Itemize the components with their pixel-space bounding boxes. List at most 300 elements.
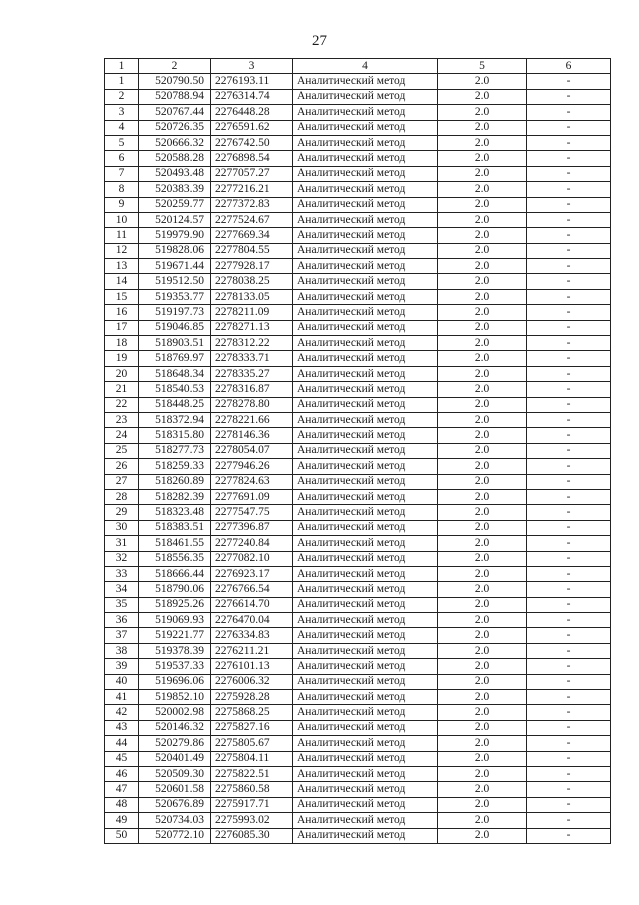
table-row: [105, 766, 611, 781]
x-coordinate-cell: 518260.89: [139, 474, 211, 489]
note-cell: -: [527, 305, 611, 320]
accuracy-cell: 2.0: [438, 828, 527, 843]
y-coordinate-cell: 2277804.55: [211, 243, 293, 258]
point-number-cell: 14: [105, 274, 139, 289]
table-row: [105, 289, 611, 304]
y-coordinate-cell: 2276591.62: [211, 120, 293, 135]
accuracy-cell: 2.0: [438, 120, 527, 135]
note-cell: -: [527, 566, 611, 581]
x-coordinate-cell: 519696.06: [139, 674, 211, 689]
x-coordinate-cell: 519671.44: [139, 259, 211, 274]
x-coordinate-cell: 518790.06: [139, 582, 211, 597]
y-coordinate-cell: 2278054.07: [211, 443, 293, 458]
y-coordinate-cell: 2276614.70: [211, 597, 293, 612]
y-coordinate-cell: 2278038.25: [211, 274, 293, 289]
x-coordinate-cell: 520279.86: [139, 736, 211, 751]
table-row: [105, 428, 611, 443]
y-coordinate-cell: 2276101.13: [211, 659, 293, 674]
accuracy-cell: 2.0: [438, 212, 527, 227]
accuracy-cell: 2.0: [438, 536, 527, 551]
table-row: [105, 120, 611, 135]
method-cell: Аналитический метод: [293, 320, 438, 335]
table-row: [105, 659, 611, 674]
point-number-cell: 37: [105, 628, 139, 643]
accuracy-cell: 2.0: [438, 520, 527, 535]
accuracy-cell: 2.0: [438, 474, 527, 489]
x-coordinate-cell: 519046.85: [139, 320, 211, 335]
x-coordinate-cell: 518277.73: [139, 443, 211, 458]
note-cell: -: [527, 813, 611, 828]
point-number-cell: 8: [105, 182, 139, 197]
method-cell: Аналитический метод: [293, 212, 438, 227]
note-cell: -: [527, 397, 611, 412]
x-coordinate-cell: 519537.33: [139, 659, 211, 674]
table-row: [105, 536, 611, 551]
note-cell: -: [527, 151, 611, 166]
note-cell: -: [527, 366, 611, 381]
accuracy-cell: 2.0: [438, 151, 527, 166]
note-cell: -: [527, 582, 611, 597]
x-coordinate-cell: 518903.51: [139, 336, 211, 351]
x-coordinate-cell: 520772.10: [139, 828, 211, 843]
y-coordinate-cell: 2277216.21: [211, 182, 293, 197]
point-number-cell: 50: [105, 828, 139, 843]
point-number-cell: 45: [105, 751, 139, 766]
point-number-cell: 7: [105, 166, 139, 181]
accuracy-cell: 2.0: [438, 489, 527, 504]
x-coordinate-cell: 518666.44: [139, 566, 211, 581]
accuracy-cell: 2.0: [438, 305, 527, 320]
accuracy-cell: 2.0: [438, 259, 527, 274]
table-row: [105, 320, 611, 335]
accuracy-cell: 2.0: [438, 274, 527, 289]
point-number-cell: 22: [105, 397, 139, 412]
x-coordinate-cell: 519852.10: [139, 690, 211, 705]
point-number-cell: 29: [105, 505, 139, 520]
x-coordinate-cell: 520146.32: [139, 720, 211, 735]
method-cell: Аналитический метод: [293, 274, 438, 289]
accuracy-cell: 2.0: [438, 197, 527, 212]
y-coordinate-cell: 2277547.75: [211, 505, 293, 520]
table-row: [105, 489, 611, 504]
method-cell: Аналитический метод: [293, 813, 438, 828]
x-coordinate-cell: 520401.49: [139, 751, 211, 766]
point-number-cell: 21: [105, 382, 139, 397]
table-row: [105, 89, 611, 104]
table-row: [105, 274, 611, 289]
y-coordinate-cell: 2278316.87: [211, 382, 293, 397]
x-coordinate-cell: 519512.50: [139, 274, 211, 289]
x-coordinate-cell: 520790.50: [139, 74, 211, 89]
note-cell: -: [527, 489, 611, 504]
x-coordinate-cell: 520767.44: [139, 105, 211, 120]
y-coordinate-cell: 2276334.83: [211, 628, 293, 643]
point-number-cell: 15: [105, 289, 139, 304]
note-cell: -: [527, 766, 611, 781]
accuracy-cell: 2.0: [438, 289, 527, 304]
y-coordinate-cell: 2276085.30: [211, 828, 293, 843]
point-number-cell: 20: [105, 366, 139, 381]
point-number-cell: 6: [105, 151, 139, 166]
accuracy-cell: 2.0: [438, 720, 527, 735]
y-coordinate-cell: 2278312.22: [211, 336, 293, 351]
y-coordinate-cell: 2276923.17: [211, 566, 293, 581]
accuracy-cell: 2.0: [438, 105, 527, 120]
table-row: [105, 705, 611, 720]
x-coordinate-cell: 520588.28: [139, 151, 211, 166]
note-cell: -: [527, 597, 611, 612]
note-cell: -: [527, 89, 611, 104]
accuracy-cell: 2.0: [438, 382, 527, 397]
method-cell: Аналитический метод: [293, 197, 438, 212]
note-cell: -: [527, 74, 611, 89]
note-cell: -: [527, 459, 611, 474]
table-row: [105, 505, 611, 520]
table-row: [105, 74, 611, 89]
point-number-cell: 10: [105, 212, 139, 227]
note-cell: -: [527, 443, 611, 458]
method-cell: Аналитический метод: [293, 797, 438, 812]
note-cell: -: [527, 212, 611, 227]
table-header: [105, 59, 611, 74]
y-coordinate-cell: 2275805.67: [211, 736, 293, 751]
table-row: [105, 566, 611, 581]
method-cell: Аналитический метод: [293, 613, 438, 628]
method-cell: Аналитический метод: [293, 489, 438, 504]
accuracy-cell: 2.0: [438, 551, 527, 566]
table-row: [105, 690, 611, 705]
y-coordinate-cell: 2277824.63: [211, 474, 293, 489]
note-cell: -: [527, 828, 611, 843]
note-cell: -: [527, 705, 611, 720]
x-coordinate-cell: 519353.77: [139, 289, 211, 304]
table-row: [105, 674, 611, 689]
y-coordinate-cell: 2277372.83: [211, 197, 293, 212]
accuracy-cell: 2.0: [438, 351, 527, 366]
y-coordinate-cell: 2275928.28: [211, 690, 293, 705]
x-coordinate-cell: 518540.53: [139, 382, 211, 397]
accuracy-cell: 2.0: [438, 597, 527, 612]
note-cell: -: [527, 243, 611, 258]
accuracy-cell: 2.0: [438, 628, 527, 643]
method-cell: Аналитический метод: [293, 720, 438, 735]
y-coordinate-cell: 2278333.71: [211, 351, 293, 366]
x-coordinate-cell: 520734.03: [139, 813, 211, 828]
point-number-cell: 25: [105, 443, 139, 458]
y-coordinate-cell: 2277946.26: [211, 459, 293, 474]
method-cell: Аналитический метод: [293, 305, 438, 320]
accuracy-cell: 2.0: [438, 228, 527, 243]
accuracy-cell: 2.0: [438, 243, 527, 258]
note-cell: -: [527, 505, 611, 520]
table-row: [105, 259, 611, 274]
point-number-cell: 12: [105, 243, 139, 258]
point-number-cell: 3: [105, 105, 139, 120]
y-coordinate-cell: 2278133.05: [211, 289, 293, 304]
accuracy-cell: 2.0: [438, 459, 527, 474]
x-coordinate-cell: 518383.51: [139, 520, 211, 535]
table-row: [105, 166, 611, 181]
table-row: [105, 212, 611, 227]
table-row: [105, 813, 611, 828]
x-coordinate-cell: 520509.30: [139, 766, 211, 781]
point-number-cell: 31: [105, 536, 139, 551]
table-row: [105, 613, 611, 628]
point-number-cell: 35: [105, 597, 139, 612]
note-cell: -: [527, 674, 611, 689]
note-cell: -: [527, 105, 611, 120]
x-coordinate-cell: 520259.77: [139, 197, 211, 212]
note-cell: -: [527, 135, 611, 150]
table-row: [105, 151, 611, 166]
point-number-cell: 16: [105, 305, 139, 320]
point-number-cell: 49: [105, 813, 139, 828]
method-cell: Аналитический метод: [293, 474, 438, 489]
x-coordinate-cell: 519979.90: [139, 228, 211, 243]
x-coordinate-cell: 519828.06: [139, 243, 211, 258]
method-cell: Аналитический метод: [293, 551, 438, 566]
note-cell: -: [527, 736, 611, 751]
y-coordinate-cell: 2278271.13: [211, 320, 293, 335]
y-coordinate-cell: 2276448.28: [211, 105, 293, 120]
method-cell: Аналитический метод: [293, 536, 438, 551]
table-row: [105, 828, 611, 843]
x-coordinate-cell: 518372.94: [139, 412, 211, 427]
coordinates-table: [104, 58, 611, 844]
method-cell: Аналитический метод: [293, 135, 438, 150]
method-cell: Аналитический метод: [293, 582, 438, 597]
note-cell: -: [527, 782, 611, 797]
note-cell: -: [527, 289, 611, 304]
method-cell: Аналитический метод: [293, 828, 438, 843]
point-number-cell: 36: [105, 613, 139, 628]
point-number-cell: 19: [105, 351, 139, 366]
x-coordinate-cell: 519197.73: [139, 305, 211, 320]
accuracy-cell: 2.0: [438, 89, 527, 104]
table-body: [105, 74, 611, 844]
accuracy-cell: 2.0: [438, 397, 527, 412]
note-cell: -: [527, 166, 611, 181]
note-cell: -: [527, 536, 611, 551]
y-coordinate-cell: 2276006.32: [211, 674, 293, 689]
point-number-cell: 24: [105, 428, 139, 443]
method-cell: Аналитический метод: [293, 736, 438, 751]
y-coordinate-cell: 2277928.17: [211, 259, 293, 274]
x-coordinate-cell: 520726.35: [139, 120, 211, 135]
accuracy-cell: 2.0: [438, 659, 527, 674]
accuracy-cell: 2.0: [438, 166, 527, 181]
note-cell: -: [527, 259, 611, 274]
table-row: [105, 582, 611, 597]
point-number-cell: 30: [105, 520, 139, 535]
accuracy-cell: 2.0: [438, 428, 527, 443]
table-row: [105, 105, 611, 120]
page-number: 27: [312, 33, 327, 49]
y-coordinate-cell: 2277669.34: [211, 228, 293, 243]
method-cell: Аналитический метод: [293, 228, 438, 243]
y-coordinate-cell: 2275917.71: [211, 797, 293, 812]
method-cell: Аналитический метод: [293, 289, 438, 304]
method-cell: Аналитический метод: [293, 382, 438, 397]
x-coordinate-cell: 518648.34: [139, 366, 211, 381]
point-number-cell: 38: [105, 643, 139, 658]
method-cell: Аналитический метод: [293, 751, 438, 766]
y-coordinate-cell: 2277396.87: [211, 520, 293, 535]
y-coordinate-cell: 2278335.27: [211, 366, 293, 381]
table-row: [105, 459, 611, 474]
method-cell: Аналитический метод: [293, 259, 438, 274]
note-cell: -: [527, 274, 611, 289]
y-coordinate-cell: 2277240.84: [211, 536, 293, 551]
point-number-cell: 9: [105, 197, 139, 212]
accuracy-cell: 2.0: [438, 135, 527, 150]
note-cell: -: [527, 628, 611, 643]
note-cell: -: [527, 797, 611, 812]
y-coordinate-cell: 2275860.58: [211, 782, 293, 797]
table-row: [105, 643, 611, 658]
column-number: 3: [211, 59, 293, 74]
point-number-cell: 1: [105, 74, 139, 89]
point-number-cell: 32: [105, 551, 139, 566]
table-row: [105, 336, 611, 351]
method-cell: Аналитический метод: [293, 182, 438, 197]
y-coordinate-cell: 2278278.80: [211, 397, 293, 412]
note-cell: -: [527, 197, 611, 212]
table-row: [105, 474, 611, 489]
y-coordinate-cell: 2277691.09: [211, 489, 293, 504]
point-number-cell: 46: [105, 766, 139, 781]
note-cell: -: [527, 382, 611, 397]
x-coordinate-cell: 520493.48: [139, 166, 211, 181]
accuracy-cell: 2.0: [438, 412, 527, 427]
y-coordinate-cell: 2275993.02: [211, 813, 293, 828]
method-cell: Аналитический метод: [293, 428, 438, 443]
point-number-cell: 43: [105, 720, 139, 735]
note-cell: -: [527, 551, 611, 566]
note-cell: -: [527, 690, 611, 705]
column-number-row: [105, 59, 611, 74]
note-cell: -: [527, 428, 611, 443]
point-number-cell: 18: [105, 336, 139, 351]
table-row: [105, 228, 611, 243]
note-cell: -: [527, 643, 611, 658]
y-coordinate-cell: 2276898.54: [211, 151, 293, 166]
point-number-cell: 47: [105, 782, 139, 797]
accuracy-cell: 2.0: [438, 505, 527, 520]
method-cell: Аналитический метод: [293, 366, 438, 381]
table-row: [105, 412, 611, 427]
table-row: [105, 628, 611, 643]
note-cell: -: [527, 720, 611, 735]
x-coordinate-cell: 518556.35: [139, 551, 211, 566]
note-cell: -: [527, 228, 611, 243]
x-coordinate-cell: 520666.32: [139, 135, 211, 150]
point-number-cell: 13: [105, 259, 139, 274]
note-cell: -: [527, 412, 611, 427]
note-cell: -: [527, 520, 611, 535]
x-coordinate-cell: 520676.89: [139, 797, 211, 812]
x-coordinate-cell: 519378.39: [139, 643, 211, 658]
point-number-cell: 42: [105, 705, 139, 720]
table-row: [105, 443, 611, 458]
x-coordinate-cell: 518259.33: [139, 459, 211, 474]
method-cell: Аналитический метод: [293, 397, 438, 412]
point-number-cell: 40: [105, 674, 139, 689]
point-number-cell: 41: [105, 690, 139, 705]
point-number-cell: 39: [105, 659, 139, 674]
method-cell: Аналитический метод: [293, 782, 438, 797]
x-coordinate-cell: 520002.98: [139, 705, 211, 720]
note-cell: -: [527, 320, 611, 335]
point-number-cell: 27: [105, 474, 139, 489]
table-row: [105, 382, 611, 397]
point-number-cell: 26: [105, 459, 139, 474]
method-cell: Аналитический метод: [293, 597, 438, 612]
note-cell: -: [527, 613, 611, 628]
table-row: [105, 197, 611, 212]
note-cell: -: [527, 751, 611, 766]
method-cell: Аналитический метод: [293, 520, 438, 535]
y-coordinate-cell: 2278211.09: [211, 305, 293, 320]
method-cell: Аналитический метод: [293, 412, 438, 427]
table-row: [105, 736, 611, 751]
y-coordinate-cell: 2275827.16: [211, 720, 293, 735]
method-cell: Аналитический метод: [293, 336, 438, 351]
x-coordinate-cell: 518323.48: [139, 505, 211, 520]
accuracy-cell: 2.0: [438, 690, 527, 705]
table-row: [105, 135, 611, 150]
x-coordinate-cell: 520601.58: [139, 782, 211, 797]
point-number-cell: 28: [105, 489, 139, 504]
table-row: [105, 797, 611, 812]
table-row: [105, 782, 611, 797]
method-cell: Аналитический метод: [293, 705, 438, 720]
table-row: [105, 520, 611, 535]
accuracy-cell: 2.0: [438, 336, 527, 351]
method-cell: Аналитический метод: [293, 690, 438, 705]
y-coordinate-cell: 2275822.51: [211, 766, 293, 781]
method-cell: Аналитический метод: [293, 74, 438, 89]
y-coordinate-cell: 2278146.36: [211, 428, 293, 443]
accuracy-cell: 2.0: [438, 705, 527, 720]
y-coordinate-cell: 2278221.66: [211, 412, 293, 427]
accuracy-cell: 2.0: [438, 797, 527, 812]
table-row: [105, 597, 611, 612]
x-coordinate-cell: 518925.26: [139, 597, 211, 612]
table-row: [105, 366, 611, 381]
method-cell: Аналитический метод: [293, 566, 438, 581]
method-cell: Аналитический метод: [293, 766, 438, 781]
y-coordinate-cell: 2277524.67: [211, 212, 293, 227]
accuracy-cell: 2.0: [438, 582, 527, 597]
accuracy-cell: 2.0: [438, 566, 527, 581]
x-coordinate-cell: 518282.39: [139, 489, 211, 504]
method-cell: Аналитический метод: [293, 505, 438, 520]
y-coordinate-cell: 2275804.11: [211, 751, 293, 766]
x-coordinate-cell: 518448.25: [139, 397, 211, 412]
x-coordinate-cell: 519221.77: [139, 628, 211, 643]
point-number-cell: 11: [105, 228, 139, 243]
method-cell: Аналитический метод: [293, 351, 438, 366]
y-coordinate-cell: 2276193.11: [211, 74, 293, 89]
y-coordinate-cell: 2276314.74: [211, 89, 293, 104]
method-cell: Аналитический метод: [293, 443, 438, 458]
point-number-cell: 44: [105, 736, 139, 751]
method-cell: Аналитический метод: [293, 459, 438, 474]
point-number-cell: 4: [105, 120, 139, 135]
note-cell: -: [527, 336, 611, 351]
note-cell: -: [527, 182, 611, 197]
